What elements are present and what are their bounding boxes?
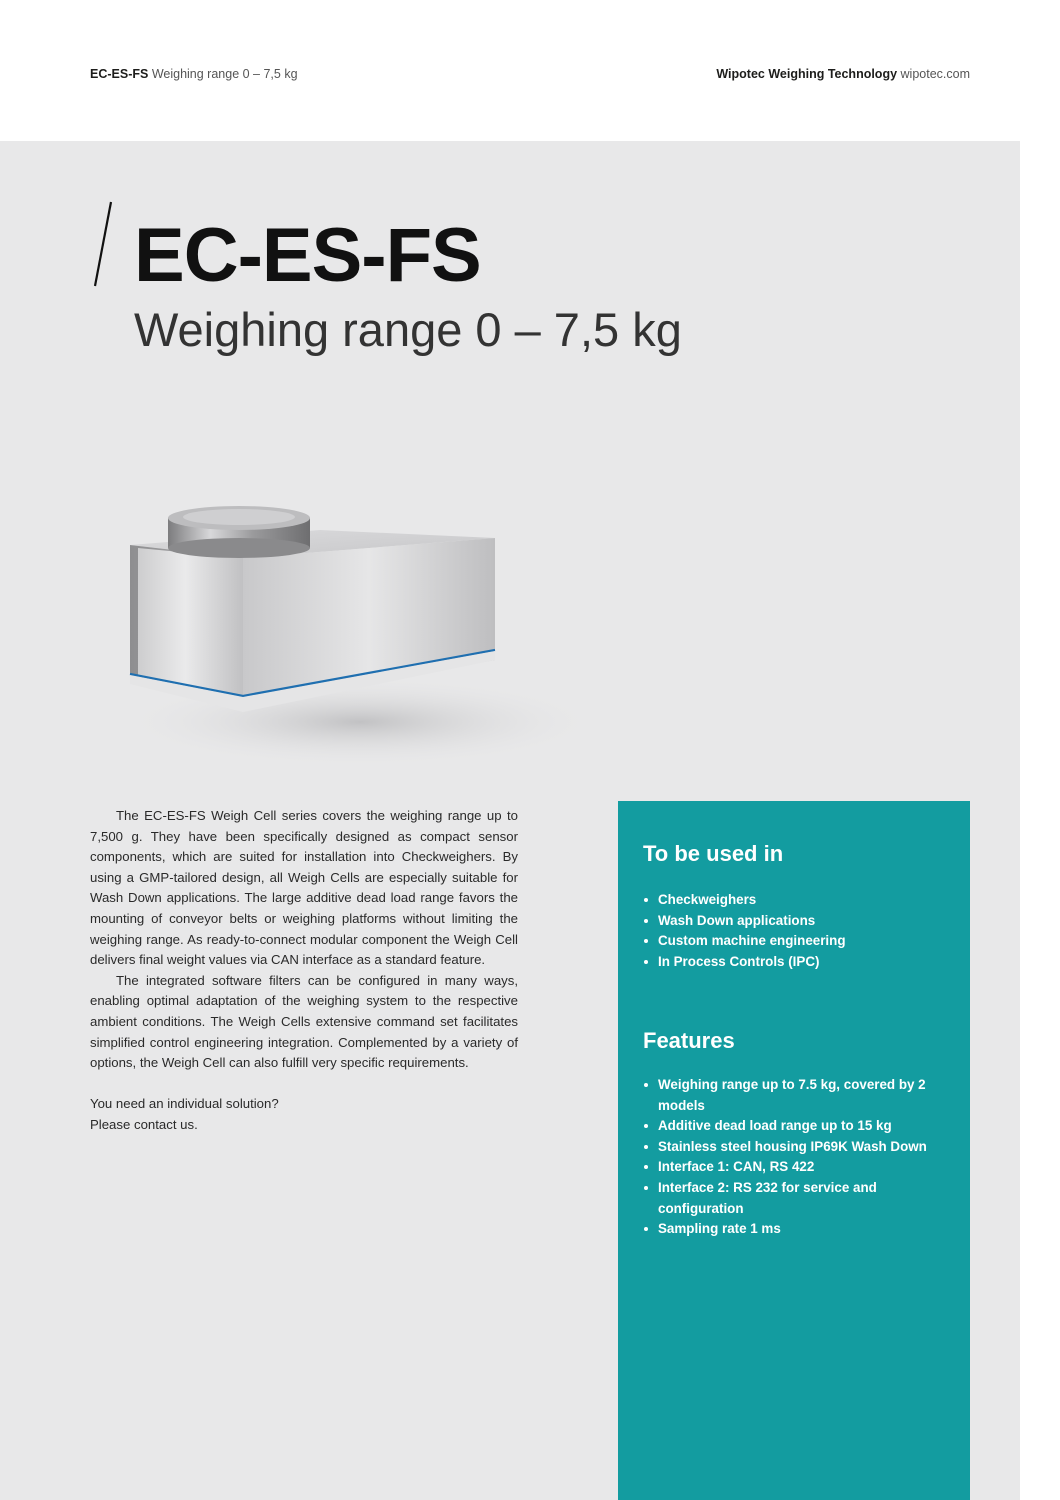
header-website[interactable]: wipotec.com bbox=[900, 67, 970, 81]
features-list bbox=[643, 1075, 948, 1240]
list-item: Interface 2: RS 232 for service and configuration bbox=[643, 1178, 948, 1219]
description-text bbox=[90, 806, 518, 1136]
contact-question: You need an individual solution? bbox=[90, 1096, 279, 1112]
contact-link[interactable]: Please contact us. bbox=[90, 1116, 198, 1132]
header-doc-code: EC-ES-FS bbox=[90, 67, 149, 81]
list-item: Sampling rate 1 ms bbox=[643, 1219, 948, 1240]
title-slash-icon bbox=[86, 200, 126, 290]
page-subtitle: Weighing range 0 – 7,5 kg bbox=[134, 303, 682, 356]
description-paragraph: The integrated software filters can be configured in many ways, enabling optimal adaptation of the weighing system to the respective ambient conditions. The Weigh Cells extensive command set facilitates simplified control engineering integration. Complemented by a variety of options, the Weigh Cell can also fulfill very specific requirements. bbox=[90, 972, 518, 1071]
list-item: Wash Down applications bbox=[643, 911, 948, 932]
list-item: Checkweighers bbox=[643, 890, 948, 911]
page-title: EC-ES-FS bbox=[134, 213, 481, 298]
contact-prompt bbox=[90, 1094, 518, 1135]
list-item: Interface 1: CAN, RS 422 bbox=[643, 1157, 948, 1178]
page-header-right bbox=[716, 67, 970, 81]
features-heading: Features bbox=[643, 1028, 735, 1053]
list-item: Additive dead load range up to 15 kg bbox=[643, 1116, 948, 1137]
description-paragraph: The EC-ES-FS Weigh Cell series covers the weighing range up to 7,500 g. They have been specifically designed as compact sensor components, which are suited for installation into Checkweighers. By using a GMP-tailored design, all Weigh Cells are especially suitable for Wash Down applications. The large additive dead load range favors the mounting of conveyor belts or weighing platforms without limiting the weighing range. As ready-to-connect modular component the Weigh Cell delivers final weight values via CAN interface as a standard feature. bbox=[90, 808, 518, 968]
header-doc-range: Weighing range 0 – 7,5 kg bbox=[151, 67, 298, 81]
weigh-cell-product-image bbox=[110, 490, 630, 780]
used-in-list bbox=[643, 890, 948, 972]
list-item: Custom machine engineering bbox=[643, 931, 948, 952]
header-company: Wipotec Weighing Technology bbox=[716, 67, 898, 81]
list-item: Stainless steel housing IP69K Wash Down bbox=[643, 1137, 948, 1158]
used-in-heading: To be used in bbox=[643, 841, 784, 866]
list-item: In Process Controls (IPC) bbox=[643, 952, 948, 973]
specs-sidebar bbox=[618, 801, 970, 1500]
list-item: Weighing range up to 7.5 kg, covered by 2 models bbox=[643, 1075, 948, 1116]
page-header-left bbox=[90, 67, 298, 81]
